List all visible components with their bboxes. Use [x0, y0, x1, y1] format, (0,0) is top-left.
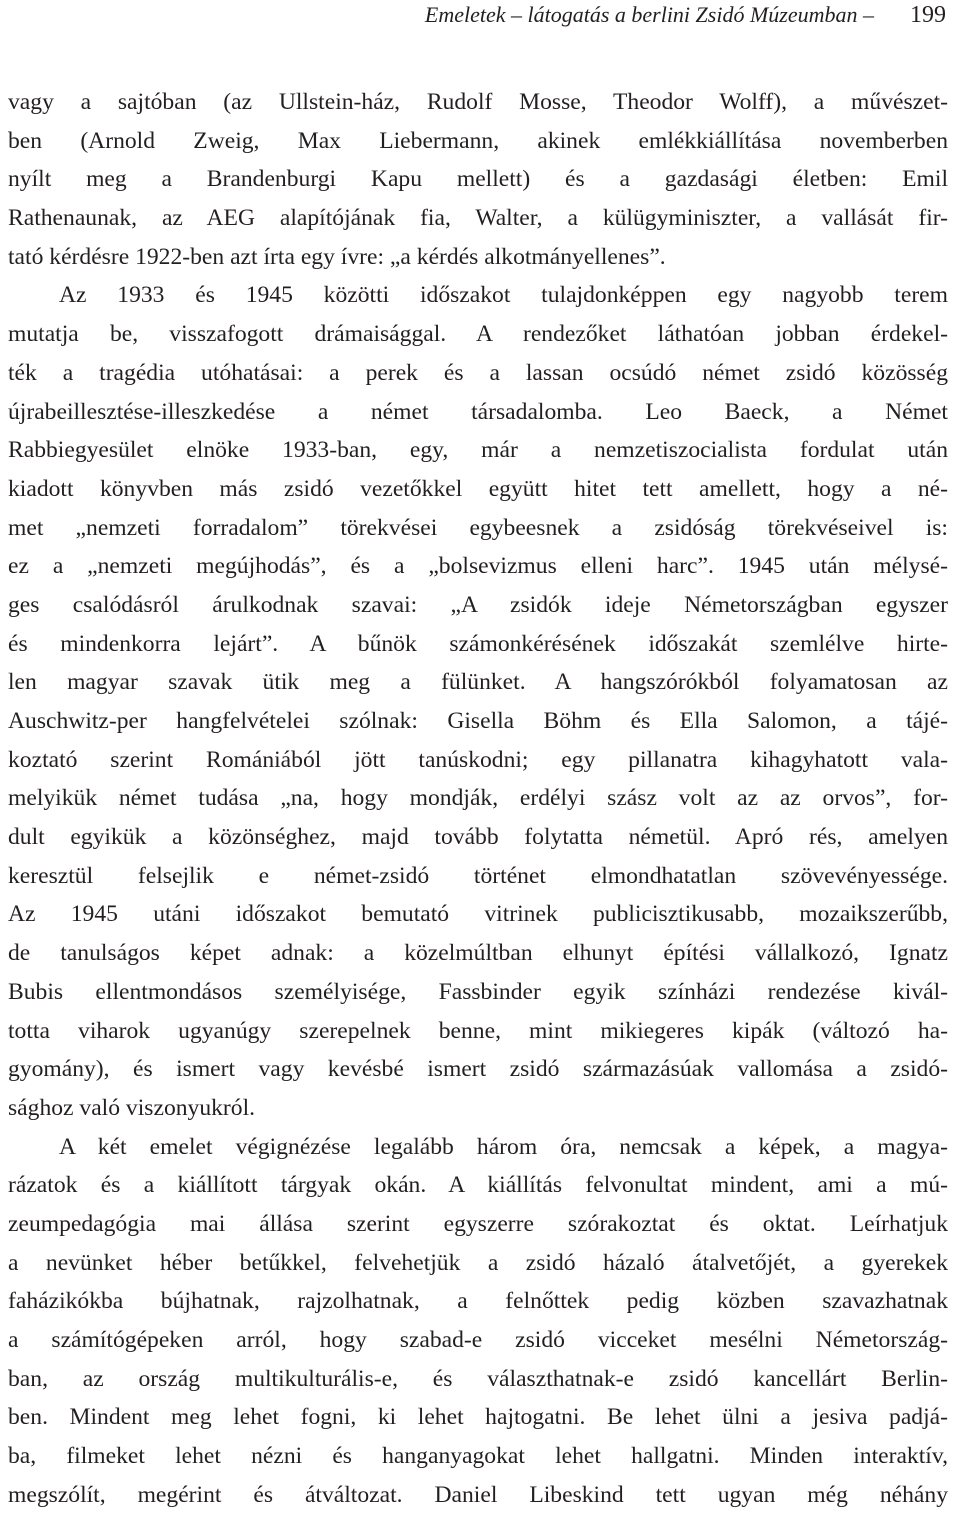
running-header	[0, 0, 960, 30]
text-line: megszólít, megérint és átváltozat. Daniel Libeskind tett ugyan még néhány	[8, 1481, 948, 1508]
text-line: ben (Arnold Zweig, Max Liebermann, akinek emlékkiállítása novemberben	[8, 127, 948, 154]
text-line: Az 1945 utáni időszakot bemutató vitrinek publicisztikusabb, mozaikszerűbb,	[8, 901, 948, 928]
text-line: mutatja be, visszafogott drámaisággal. A rendezőket láthatóan jobban érdekel-	[8, 321, 948, 348]
text-line: tató kérdésre 1922-ben azt írta egy ívre: „a kérdés alkotmányellenes”.	[8, 243, 666, 270]
text-line: újrabeillesztése-illeszkedése a német társadalomba. Leo Baeck, a Német	[8, 398, 948, 425]
text-line: vagy a sajtóban (az Ullstein-ház, Rudolf Mosse, Theodor Wolff), a művészet-	[8, 89, 948, 115]
text-line: Rathenaunak, az AEG alapítójának fia, Walter, a külügyminiszter, a vallását fir-	[8, 205, 948, 232]
text-line: ez a „nemzeti megújhodás”, és a „bolsevizmus elleni harc”. 1945 után mélysé-	[8, 553, 948, 580]
text-line: gyomány), és ismert vagy kevésbé ismert zsidó származásúak vallomása a zsidó-	[8, 1056, 948, 1083]
text-line: met „nemzeti forradalom” törekvései egybeesnek a zsidóság törekvéseivel is:	[8, 514, 948, 541]
text-line: ben. Mindent meg lehet fogni, ki lehet hajtogatni. Be lehet ülni a jesiva padjá-	[8, 1404, 948, 1431]
text-line: A két emelet végignézése legalább három óra, nemcsak a képek, a magya-	[59, 1133, 948, 1160]
text-line: melyikük német tudása „na, hogy mondják, erdélyi szász volt az az orvos”, for-	[8, 785, 948, 812]
text-line: faházikókba bújhatnak, rajzolhatnak, a felnőttek pedig közben szavazhatnak	[8, 1288, 948, 1315]
text-line: sághoz való viszonyukról.	[8, 1094, 256, 1121]
text-line: a számítógépeken arról, hogy szabad-e zsidó vicceket mesélni Németország-	[8, 1327, 948, 1353]
text-line: nyílt meg a Brandenburgi Kapu mellett) és a gazdasági életben: Emil	[8, 166, 948, 193]
text-line: a nevünket héber betűkkel, felvehetjük a zsidó házaló átalvetőjét, a gyerekek	[8, 1249, 948, 1276]
text-line: zeumpedagógia mai állása szerint egyszerre szórakoztat és oktat. Leírhatjuk	[8, 1210, 948, 1237]
text-line: ték a tragédia utóhatásai: a perek és a lassan ocsúdó német zsidó közösség	[8, 359, 948, 386]
text-line: ba, filmeket lehet nézni és hanganyagokat lehet hallgatni. Minden interaktív,	[8, 1443, 948, 1470]
text-line: rázatok és a kiállított tárgyak okán. A kiállítás felvonultat mindent, ami a mú-	[8, 1172, 948, 1199]
text-line: ges csalódásról árulkodnak szavai: „A zsidók ideje Németországban egyszer	[8, 591, 948, 618]
running-title: Emeletek – látogatás a berlini Zsidó Múzeumban –	[424, 2, 874, 27]
text-line: ban, az ország multikulturális-e, és választhatnak-e zsidó kancellárt Berlin-	[8, 1365, 948, 1392]
text-line: kiadott könyvben más zsidó vezetőkkel együtt hitet tett amellett, hogy a né-	[8, 475, 948, 502]
text-line: keresztül felsejlik e német-zsidó történet elmondhatatlan szövevényessége.	[8, 862, 948, 889]
text-line: és mindenkorra lejárt”. A bűnök számonkérésének időszakát szemlélve hirte-	[8, 630, 948, 657]
page-number: 199	[910, 2, 946, 28]
text-line: Bubis ellentmondásos személyisége, Fassbinder egyik színházi rendezése kivál-	[8, 978, 948, 1005]
text-line: len magyar szavak ütik meg a fülünket. A hangszórókból folyamatosan az	[8, 669, 948, 696]
text-line: Az 1933 és 1945 közötti időszakot tulajdonképpen egy nagyobb terem	[59, 282, 948, 309]
body-text	[8, 83, 948, 1514]
text-line: dult egyikük a közönséghez, majd tovább folytatta németül. Apró rés, amelyen	[8, 824, 948, 851]
text-line: Rabbiegyesület elnöke 1933-ban, egy, már a nemzetiszocialista fordulat után	[8, 437, 948, 464]
text-line: totta viharok ugyanúgy szerepelnek benne, mint mikiegeres kipák (változó ha-	[8, 1017, 948, 1044]
text-line: Auschwitz-per hangfelvételei szólnak: Gisella Böhm és Ella Salomon, a tájé-	[8, 708, 948, 734]
text-line: de tanulságos képet adnak: a közelmúltban elhunyt építési vállalkozó, Ignatz	[8, 940, 948, 967]
text-line: koztató szerint Romániából jött tanúskodni; egy pillanatra kihagyhatott vala-	[8, 746, 948, 773]
